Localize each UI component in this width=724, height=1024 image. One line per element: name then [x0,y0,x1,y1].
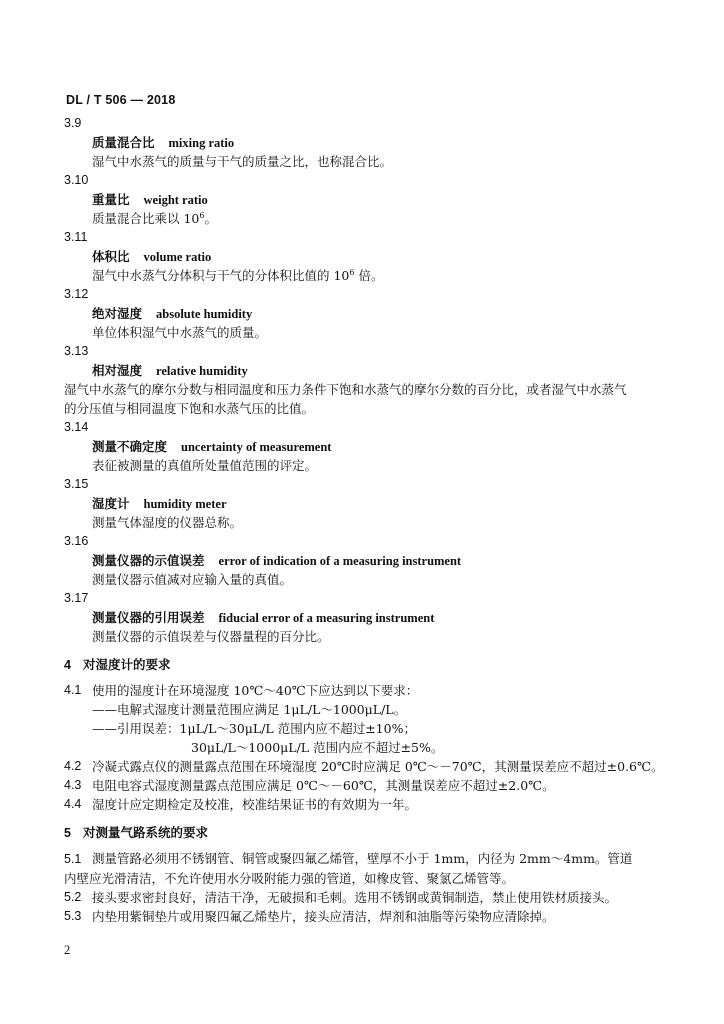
term-english: error of indication of a measuring instrument [218,554,462,568]
term-english: volume ratio [143,250,212,264]
term-definition: 测量气体湿度的仪器总称。 [92,515,243,530]
definition-text-end: 。 [204,211,217,226]
term-definition: 湿气中水蒸气的摩尔分数与相同温度和压力条件下饱和水蒸气的摩尔分数的百分比，或者湿气中水蒸气的分压值与相同温度下饱和水蒸气压的比值。 [64,382,627,416]
term-heading [64,247,664,266]
term-definition: 单位体积湿气中水蒸气的质量。 [92,325,268,340]
term-entry [64,475,664,532]
term-chinese: 测量仪器的示值误差 [92,553,205,568]
term-chinese: 测量仪器的引用误差 [92,610,205,625]
term-entry [64,532,664,589]
term-entry [64,342,664,418]
term-english: absolute humidity [156,307,253,321]
term-number: 3.12 [64,287,89,301]
section-number: 4 [64,658,71,672]
term-definition [64,266,664,285]
term-entry [64,418,664,475]
clause [64,681,664,700]
term-english: mixing ratio [168,136,235,150]
term-entry [64,171,664,228]
term-heading [64,133,664,152]
clause-text: 湿度计应定期检定及校准，校准结果证书的有效期为一年。 [92,797,418,812]
clause [64,907,664,926]
clause-text: 冷凝式露点仪的测量露点范围在环境湿度 20℃时应满足 0℃～－70℃，其测量误差应不超过±0.6℃。 [92,759,664,774]
section-title: 对测量气路系统的要求 [82,825,208,840]
clause-number: 5.1 [64,852,82,866]
term-entry [64,228,664,285]
term-number: 3.13 [64,344,89,358]
term-number: 3.17 [64,591,89,605]
clause [64,776,664,795]
clause [64,795,664,814]
term-entry [64,114,664,171]
document-code-header: DL / T 506 — 2018 [66,93,176,107]
term-definition [64,209,664,228]
section-heading [64,655,664,674]
section-number: 5 [64,826,71,840]
term-number: 3.9 [64,116,82,130]
term-entry [64,285,664,342]
clause-number: 4.3 [64,778,82,792]
term-english: humidity meter [143,497,227,511]
clause-text: 电阻电容式湿度测量露点范围应满足 0℃～－60℃，其测量误差应不超过±2.0℃。 [92,778,555,793]
definition-exponent: 6 [349,267,355,277]
term-chinese: 质量混合比 [92,135,155,150]
clause-text: 使用的湿度计在环境湿度 10℃～40℃下应达到以下要求： [92,683,419,698]
clause-number: 4.2 [64,759,82,773]
list-item: ——电解式湿度计测量范围应满足 1μL/L～1000μL/L。 [92,702,407,717]
term-heading [64,437,664,456]
term-english: weight ratio [143,193,208,207]
definition-exponent: 6 [199,210,205,220]
clause [64,757,664,776]
definition-text-end: 倍。 [354,268,384,283]
term-number: 3.11 [64,230,88,244]
clause-number: 4.1 [64,683,82,697]
term-chinese: 绝对湿度 [92,306,143,321]
term-english: fiducial error of a measuring instrument [218,611,435,625]
term-definition: 测量仪器示值减对应输入量的真值。 [92,572,293,587]
term-chinese: 重量比 [92,192,130,207]
term-chinese: 测量不确定度 [92,439,168,454]
clause-text: 测量管路必须用不锈钢管、铜管或聚四氟乙烯管，壁厚不小于 1mm，内径为 2mm～4mm。管道内壁应光滑清洁，不允许使用水分吸附能力强的管道，如橡皮管、聚氯乙烯管等。 [64,851,633,886]
term-heading [64,608,664,627]
definition-text: 质量混合比乘以 10 [92,211,200,226]
page-number: 2 [64,943,71,957]
term-number: 3.10 [64,173,89,187]
term-definition: 测量仪器的示值误差与仪器量程的百分比。 [92,629,330,644]
term-heading [64,190,664,209]
term-chinese: 体积比 [92,249,130,264]
term-heading [64,551,664,570]
clause-text: 接头要求密封良好，清洁干净，无破损和毛刺。选用不锈钢或黄铜制造，禁止使用铁材质接头。 [92,890,618,905]
term-chinese: 湿度计 [92,496,130,511]
clause [64,849,638,888]
clause [64,888,664,907]
clause-text: 内垫用紫铜垫片或用聚四氟乙烯垫片，接头应清洁，焊剂和油脂等污染物应清除掉。 [92,909,555,924]
document-body [64,114,664,926]
clause-number: 5.2 [64,890,82,904]
term-english: relative humidity [156,364,248,378]
term-chinese: 相对湿度 [92,363,143,378]
definition-text: 湿气中水蒸气分体积与干气的分体积比值的 10 [92,268,350,283]
term-heading [64,494,664,513]
section-heading [64,823,664,842]
clause-number: 4.4 [64,797,82,811]
term-entry [64,589,664,646]
term-definition: 湿气中水蒸气的质量与干气的质量之比，也称混合比。 [92,154,393,169]
list-item-continuation: 30μL/L～1000μL/L 范围内应不超过±5%。 [191,740,444,755]
list-item: ——引用误差：1μL/L～30μL/L 范围内应不超过±10%； [92,721,416,736]
term-number: 3.15 [64,477,89,491]
section-title: 对湿度计的要求 [82,657,171,672]
clause-number: 5.3 [64,909,82,923]
term-number: 3.16 [64,534,89,548]
term-heading [64,304,664,323]
term-english: uncertainty of measurement [181,440,332,454]
term-heading [64,361,664,380]
term-definition: 表征被测量的真值所处量值范围的评定。 [92,458,318,473]
term-number: 3.14 [64,420,89,434]
